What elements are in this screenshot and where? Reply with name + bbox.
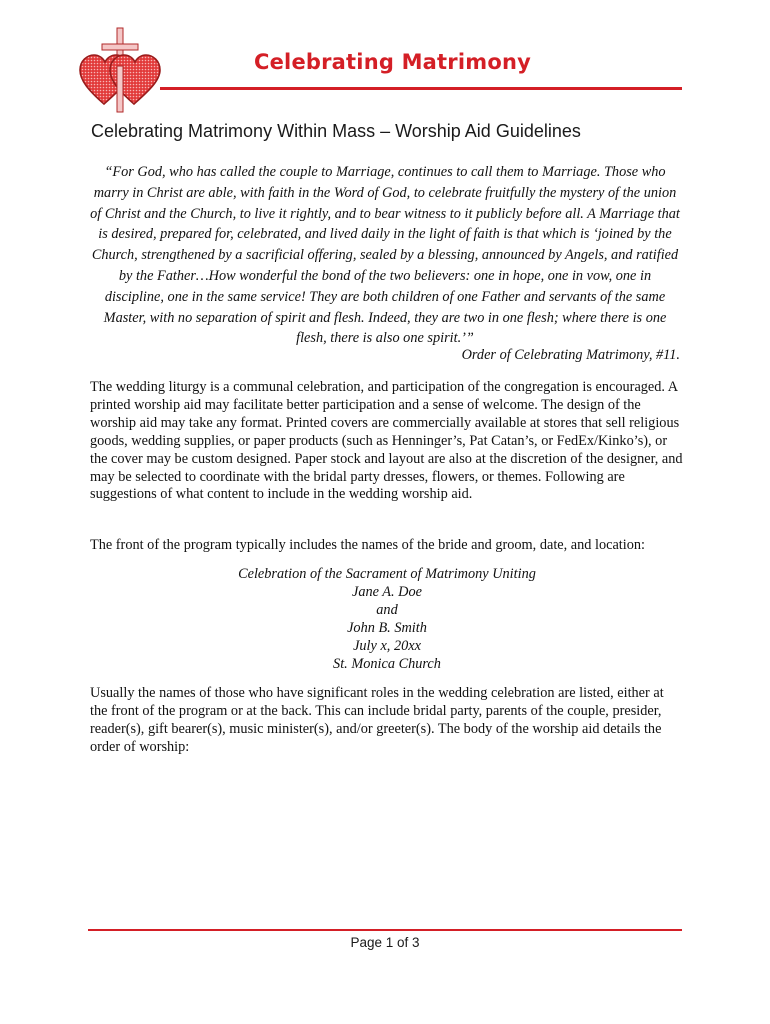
opening-quote: “For God, who has called the couple to Marriage, continues to call them to Marriage. Those who marry in Christ are able, with faith in the Word of God, to celebrate fruitfully the mystery of the union of Christ and the Church, to live it rightly, and to bear witness to it publicly before all. A Marriage that is desired, prepared for, celebrated, and lived daily in the light of faith is that which is ‘joined by the Church, strengthened by a sacrificial offering, sealed by a blessing, announced by Angels, and ratified by the Father…How wonderful the bond of the two believers: one in hope, one in vow, one in discipline, one in the same service! They are both children of one Father and servants of the same Master, with no separation of spirit and flesh. Indeed, they are two in one flesh; where there is one flesh, there is also one spirit.’” (90, 164, 680, 347)
cross-hearts-icon (78, 26, 168, 114)
example-line-groom: John B. Smith (347, 619, 427, 636)
paragraph-front-of-program: The front of the program typically includes the names of the bride and groom, date, and location: (90, 537, 646, 553)
page-number: Page 1 of 3 (350, 935, 420, 950)
example-line-bride: Jane A. Doe (351, 583, 422, 600)
paragraph-significant-roles: Usually the names of those who have significant roles in the wedding celebration are listed, either at the front of the program or at the back. This can include bridal party, parents of the couple, presider, reader(s), gift bearer(s), music minister(s), and/or greeter(s). The body of the worship aid details the order of worship: (90, 685, 664, 755)
example-line-and: and (376, 601, 398, 618)
footer-divider (88, 929, 682, 931)
document-heading: Celebrating Matrimony Within Mass – Worship Aid Guidelines (91, 121, 581, 141)
header-title: Celebrating Matrimony (254, 50, 531, 74)
header-divider (160, 87, 682, 90)
example-line-title: Celebration of the Sacrament of Matrimony Uniting (238, 566, 536, 582)
paragraph-worship-aid-intro: The wedding liturgy is a communal celebration, and participation of the congregation is encouraged. A printed worship aid may facilitate better participation and a sense of welcome. The design of the worship aid may take any format. Printed covers are commercially available at stores that sell religious goods, wedding supplies, or paper products (such as Henninger’s, Pat Catan’s, or FedEx/Kinko’s), or the cover may be custom designed. Paper stock and layout are also at the discretion of the designer, and may be selected to coordinate with the bridal party dresses, flowers, or themes. Following are suggestions of what content to include in the wedding worship aid. (90, 379, 683, 503)
quote-citation: Order of Celebrating Matrimony, #11. (461, 347, 680, 363)
example-line-location: St. Monica Church (333, 655, 441, 672)
example-line-date: July x, 20xx (353, 637, 421, 654)
front-program-example (90, 566, 684, 673)
